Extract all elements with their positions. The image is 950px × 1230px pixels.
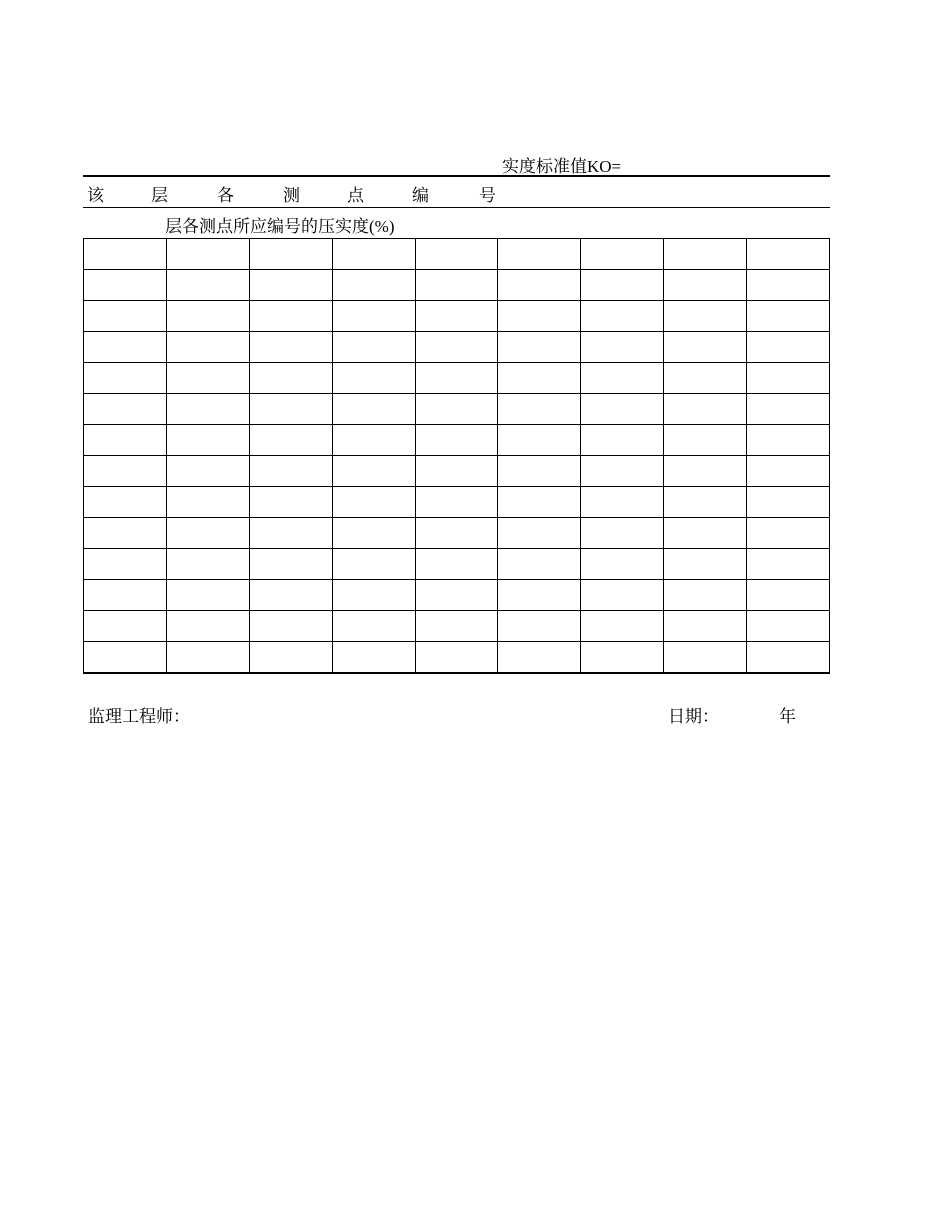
grid-row [84, 518, 830, 549]
grid-cell[interactable] [581, 549, 664, 580]
grid-row [84, 332, 830, 363]
grid-cell[interactable] [498, 332, 581, 363]
grid-cell[interactable] [664, 332, 747, 363]
grid-cell[interactable] [415, 611, 498, 642]
grid-cell[interactable] [415, 549, 498, 580]
header-char: 层 [151, 186, 168, 205]
grid-cell[interactable] [581, 580, 664, 611]
grid-cell[interactable] [747, 642, 830, 674]
grid-cell[interactable] [332, 239, 415, 270]
grid-row [84, 549, 830, 580]
grid-row [84, 456, 830, 487]
grid-cell[interactable] [415, 456, 498, 487]
grid-cell[interactable] [415, 580, 498, 611]
grid-cell[interactable] [415, 425, 498, 456]
grid-cell[interactable] [84, 580, 167, 611]
grid-row [84, 425, 830, 456]
grid-cell[interactable] [249, 549, 332, 580]
header-row [83, 181, 830, 205]
grid-cell[interactable] [498, 456, 581, 487]
supervisor-label: 监理工程师： [88, 707, 190, 726]
grid-cell[interactable] [664, 580, 747, 611]
grid-cell[interactable] [166, 363, 249, 394]
date-label: 日期： [668, 707, 719, 726]
grid-cell[interactable] [84, 425, 167, 456]
grid-cell[interactable] [332, 332, 415, 363]
grid-cell[interactable] [664, 425, 747, 456]
grid-cell[interactable] [415, 518, 498, 549]
grid-cell[interactable] [664, 363, 747, 394]
grid-cell[interactable] [747, 332, 830, 363]
grid-cell[interactable] [664, 487, 747, 518]
grid-cell[interactable] [581, 425, 664, 456]
grid-cell[interactable] [664, 394, 747, 425]
grid-cell[interactable] [249, 456, 332, 487]
grid-cell[interactable] [498, 425, 581, 456]
grid-cell[interactable] [415, 332, 498, 363]
grid-cell[interactable] [664, 301, 747, 332]
grid-cell[interactable] [249, 332, 332, 363]
grid-cell[interactable] [747, 456, 830, 487]
grid-cell[interactable] [166, 518, 249, 549]
grid-cell[interactable] [249, 611, 332, 642]
grid-cell[interactable] [581, 518, 664, 549]
grid-cell[interactable] [581, 487, 664, 518]
grid-cell[interactable] [166, 611, 249, 642]
grid-cell[interactable] [415, 363, 498, 394]
grid-cell[interactable] [498, 270, 581, 301]
grid-cell[interactable] [166, 425, 249, 456]
grid-cell[interactable] [332, 394, 415, 425]
header-char: 该 [87, 186, 104, 205]
compaction-sub-header: 层各测点所应编号的压实度(%) [165, 217, 395, 236]
grid-row [84, 394, 830, 425]
header-char: 号 [479, 186, 496, 205]
grid-cell[interactable] [664, 518, 747, 549]
grid-cell[interactable] [84, 239, 167, 270]
grid-cell[interactable] [166, 270, 249, 301]
grid-cell[interactable] [332, 549, 415, 580]
grid-cell[interactable] [166, 239, 249, 270]
grid-cell[interactable] [664, 611, 747, 642]
grid-cell[interactable] [498, 363, 581, 394]
grid-cell[interactable] [332, 580, 415, 611]
grid-cell[interactable] [249, 394, 332, 425]
grid-cell[interactable] [332, 270, 415, 301]
grid-cell[interactable] [84, 611, 167, 642]
grid-cell[interactable] [249, 518, 332, 549]
grid-cell[interactable] [581, 270, 664, 301]
grid-cell[interactable] [747, 580, 830, 611]
grid-cell[interactable] [498, 518, 581, 549]
grid-cell[interactable] [166, 394, 249, 425]
compaction-grid [83, 238, 830, 674]
grid-row [84, 580, 830, 611]
grid-cell[interactable] [84, 487, 167, 518]
grid-cell[interactable] [747, 270, 830, 301]
grid-cell[interactable] [498, 580, 581, 611]
header-char: 编 [412, 186, 429, 205]
grid-cell[interactable] [664, 456, 747, 487]
grid-cell[interactable] [166, 642, 249, 674]
grid-cell[interactable] [664, 549, 747, 580]
year-label: 年 [779, 707, 796, 726]
grid-cell[interactable] [747, 394, 830, 425]
grid-cell[interactable] [747, 363, 830, 394]
grid-cell[interactable] [332, 611, 415, 642]
grid-cell[interactable] [498, 239, 581, 270]
grid-cell[interactable] [747, 425, 830, 456]
grid-cell[interactable] [747, 301, 830, 332]
grid-cell[interactable] [664, 642, 747, 674]
grid-cell[interactable] [747, 611, 830, 642]
grid-cell[interactable] [747, 487, 830, 518]
grid-cell[interactable] [249, 301, 332, 332]
grid-cell[interactable] [84, 549, 167, 580]
grid-cell[interactable] [166, 332, 249, 363]
grid-cell[interactable] [84, 394, 167, 425]
grid-cell[interactable] [581, 301, 664, 332]
grid-cell[interactable] [747, 239, 830, 270]
grid-cell[interactable] [84, 301, 167, 332]
grid-cell[interactable] [249, 580, 332, 611]
header-top-rule [83, 175, 830, 177]
grid-cell[interactable] [332, 301, 415, 332]
grid-cell[interactable] [581, 456, 664, 487]
grid-cell[interactable] [415, 642, 498, 674]
grid-cell[interactable] [747, 549, 830, 580]
grid-row [84, 642, 830, 674]
grid-cell[interactable] [498, 642, 581, 674]
grid-cell[interactable] [332, 425, 415, 456]
grid-cell[interactable] [84, 518, 167, 549]
grid-cell[interactable] [498, 611, 581, 642]
grid-cell[interactable] [166, 301, 249, 332]
grid-cell[interactable] [249, 642, 332, 674]
grid-cell[interactable] [84, 642, 167, 674]
grid-cell[interactable] [166, 549, 249, 580]
grid-cell[interactable] [166, 456, 249, 487]
grid-cell[interactable] [166, 580, 249, 611]
grid-cell[interactable] [581, 394, 664, 425]
grid-cell[interactable] [498, 394, 581, 425]
grid-cell[interactable] [664, 239, 747, 270]
grid-cell[interactable] [415, 270, 498, 301]
grid-cell[interactable] [415, 239, 498, 270]
grid-cell[interactable] [581, 332, 664, 363]
grid-cell[interactable] [415, 301, 498, 332]
grid-row [84, 611, 830, 642]
grid-cell[interactable] [498, 301, 581, 332]
grid-cell[interactable] [415, 487, 498, 518]
grid-cell[interactable] [249, 239, 332, 270]
grid-cell[interactable] [84, 332, 167, 363]
grid-row [84, 270, 830, 301]
grid-cell[interactable] [332, 363, 415, 394]
header-bottom-rule [83, 207, 830, 208]
grid-row [84, 487, 830, 518]
grid-cell[interactable] [84, 456, 167, 487]
grid-cell[interactable] [84, 270, 167, 301]
grid-cell[interactable] [249, 425, 332, 456]
grid-cell[interactable] [581, 363, 664, 394]
grid-cell[interactable] [498, 487, 581, 518]
grid-cell[interactable] [332, 487, 415, 518]
grid-cell[interactable] [332, 518, 415, 549]
grid-cell[interactable] [249, 487, 332, 518]
grid-row [84, 301, 830, 332]
grid-row [84, 363, 830, 394]
grid-cell[interactable] [581, 642, 664, 674]
grid-cell[interactable] [332, 642, 415, 674]
grid-cell[interactable] [332, 456, 415, 487]
grid-cell[interactable] [747, 518, 830, 549]
grid-cell[interactable] [84, 363, 167, 394]
standard-value-label: 实度标准值KO= [502, 157, 622, 176]
grid-row [84, 239, 830, 270]
header-char: 各 [217, 186, 234, 205]
grid-cell[interactable] [166, 487, 249, 518]
grid-cell[interactable] [415, 394, 498, 425]
grid-cell[interactable] [581, 611, 664, 642]
grid-cell[interactable] [249, 363, 332, 394]
header-char: 点 [347, 186, 364, 205]
grid-cell[interactable] [498, 549, 581, 580]
grid-cell[interactable] [664, 270, 747, 301]
header-char: 测 [283, 186, 300, 205]
grid-cell[interactable] [581, 239, 664, 270]
grid-cell[interactable] [249, 270, 332, 301]
